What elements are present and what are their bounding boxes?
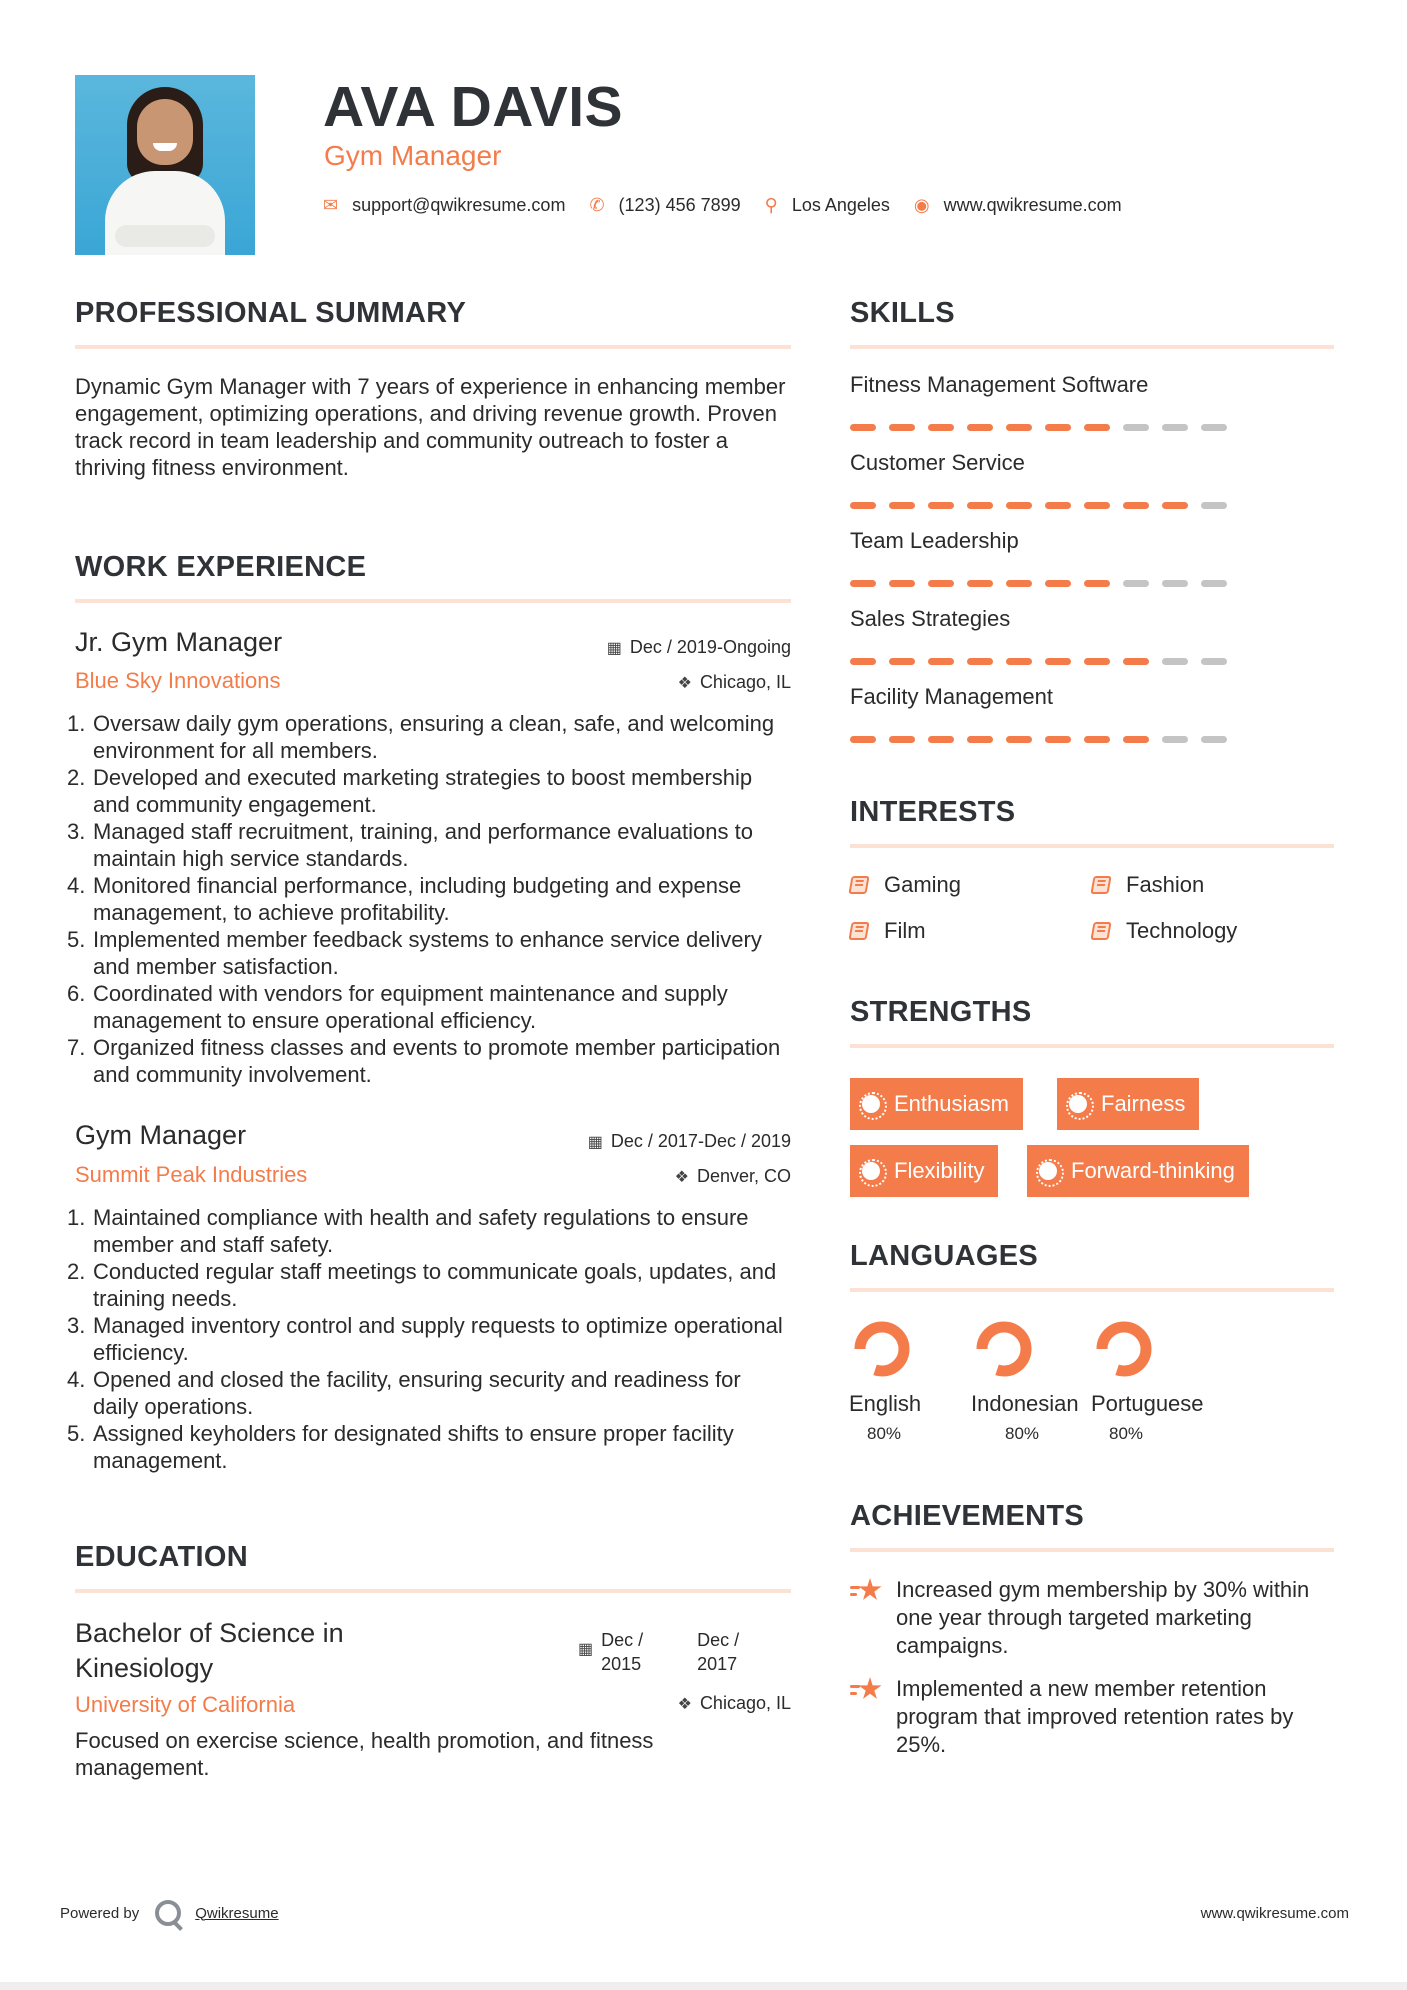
job-location: ❖ Denver, CO [674,1166,791,1186]
skill-segment-filled [1045,424,1071,431]
skill-segment-empty [1201,424,1227,431]
language-percent: 80% [1004,1424,1040,1443]
skill-segment-filled [1123,736,1149,743]
list-item: 4. Opened and closed the facility, ensuring security and readiness for daily operations. [67,1367,741,1419]
profile-photo [75,75,255,255]
skill-segment-empty [1162,658,1188,665]
footer-bar [0,1982,1407,1990]
skill-segment-filled [1084,658,1110,665]
summary-text: Dynamic Gym Manager with 7 years of experience in enhancing member engagement, optimizing operations, and driving revenue growth. Proven track record in team leadership and community outreach to foster a thriving fitness environment. [75,374,786,480]
interests-divider [850,844,1334,848]
list-item: 7. Organized fitness classes and events to promote member participation and community involvement. [67,1035,781,1087]
skill-level-bar [850,658,1227,665]
phone-icon: ✆ [589,195,605,215]
skill-segment-filled [850,424,876,431]
skill-segment-filled [850,580,876,587]
calendar-icon: ▦ [587,1134,603,1151]
pin-icon: ❖ [677,1696,692,1713]
skill-segment-filled [1006,736,1032,743]
achievement-item: Increased gym membership by 30% within one year through targeted marketing campaigns. [850,1576,1330,1660]
brand-link[interactable]: Qwikresume [195,1904,279,1922]
language-name: Indonesian [971,1391,1079,1416]
skill-segment-filled [850,502,876,509]
education-heading: EDUCATION [75,1541,248,1573]
skill-level-bar [850,736,1227,743]
badge-icon [862,1162,880,1180]
skill-segment-filled [1084,580,1110,587]
job-location: ❖ Chicago, IL [677,672,791,692]
experience-heading: WORK EXPERIENCE [75,551,367,583]
candidate-name: AVA DAVIS [323,75,624,139]
powered-by-label: Powered by [60,1904,140,1922]
strength-chip: Fairness [1057,1078,1199,1130]
list-item: 2. Conducted regular staff meetings to communicate goals, updates, and training needs. [67,1259,777,1311]
skill-segment-empty [1162,580,1188,587]
skill-name: Team Leadership [850,528,1019,553]
skill-segment-filled [967,658,993,665]
skill-name: Facility Management [850,684,1053,709]
list-item: 2. Developed and executed marketing strategies to boost membership and community engagement. [67,765,753,817]
job-responsibilities [67,710,791,1088]
badge-icon [1069,1095,1087,1113]
job-title: Jr. Gym Manager [75,627,283,657]
list-item: 3. Managed staff recruitment, training, and performance evaluations to maintain high service standards. [67,819,753,871]
interest-item: Gaming [850,872,961,898]
skill-segment-filled [1045,736,1071,743]
language-gauge-arc [1102,1327,1146,1371]
language-gauge-arc [860,1327,904,1371]
job-responsibilities [67,1204,791,1474]
skill-segment-filled [967,580,993,587]
contact-phone[interactable]: (123) 456 7899 [618,195,741,215]
star-icon [850,1677,880,1703]
job-dates: ▦ Dec / 2019-Ongoing [606,637,791,657]
interest-item: Technology [1092,918,1237,944]
strengths-heading: STRENGTHS [850,996,1032,1028]
book-icon [848,922,869,940]
skill-level-bar [850,424,1227,431]
list-item: 3. Managed inventory control and supply requests to optimize operational efficiency. [67,1313,783,1365]
skill-level-bar [850,580,1227,587]
globe-icon: ◉ [913,195,930,215]
skill-segment-empty [1201,502,1227,509]
contact-email[interactable]: support@qwikresume.com [352,195,566,215]
skill-segment-filled [889,424,915,431]
language-gauge [853,1320,911,1378]
skill-segment-filled [1045,502,1071,509]
skill-segment-filled [889,502,915,509]
list-item: 1. Maintained compliance with health and safety regulations to ensure member and staff safety. [67,1205,749,1257]
skill-segment-filled [928,658,954,665]
skill-segment-filled [1006,424,1032,431]
languages-divider [850,1288,1334,1292]
skill-segment-filled [928,424,954,431]
skill-segment-empty [1162,736,1188,743]
book-icon [1090,876,1111,894]
list-item: 1. Oversaw daily gym operations, ensuring a clean, safe, and welcoming environment for all members. [67,711,775,763]
interests-heading: INTERESTS [850,796,1016,828]
skill-segment-filled [889,658,915,665]
achievements-divider [850,1548,1334,1552]
experience-divider [75,599,791,603]
skill-segment-empty [1162,424,1188,431]
education-divider [75,1589,791,1593]
list-item: 5. Implemented member feedback systems to enhance service delivery and member satisfaction. [67,927,762,979]
language-name: Portuguese [1091,1391,1204,1416]
skill-segment-filled [1006,658,1032,665]
skill-segment-empty [1123,424,1149,431]
strength-chip: Forward-thinking [1027,1145,1249,1197]
skill-segment-filled [1123,658,1149,665]
languages-heading: LANGUAGES [850,1240,1038,1272]
education-start: Dec / 2015 [601,1630,644,1674]
calendar-icon: ▦ [578,1641,594,1658]
skill-segment-filled [889,736,915,743]
list-item: 6. Coordinated with vendors for equipment maintenance and supply management to ensure operational efficiency. [67,981,728,1033]
skill-name: Fitness Management Software [850,372,1149,397]
language-percent: 80% [866,1424,902,1443]
education-dates [578,1628,767,1676]
badge-icon [1039,1162,1057,1180]
qwikresume-logo-icon [155,1900,181,1926]
skill-segment-filled [928,736,954,743]
job-title: Gym Manager [75,1120,247,1150]
skill-segment-filled [1162,502,1188,509]
list-item: 5. Assigned keyholders for designated shifts to ensure proper facility management. [67,1421,734,1473]
skills-heading: SKILLS [850,297,955,329]
contact-website[interactable]: www.qwikresume.com [943,195,1122,215]
pin-icon: ❖ [677,675,692,692]
job-dates: ▦ Dec / 2017-Dec / 2019 [587,1131,791,1151]
skill-segment-empty [1123,580,1149,587]
skill-segment-filled [1084,502,1110,509]
skill-segment-empty [1201,736,1227,743]
interest-item: Fashion [1092,872,1204,898]
skill-segment-filled [1045,580,1071,587]
achievements-heading: ACHIEVEMENTS [850,1500,1085,1532]
badge-icon [862,1095,880,1113]
contact-location: Los Angeles [791,195,890,215]
summary-heading: PROFESSIONAL SUMMARY [75,297,467,329]
education-location: ❖ Chicago, IL [677,1693,791,1713]
skill-segment-filled [1006,502,1032,509]
skill-segment-filled [967,736,993,743]
skill-segment-empty [1201,658,1227,665]
education-end: Dec / 2017 [697,1630,740,1674]
language-name: English [849,1391,922,1416]
school-name: University of California [75,1692,296,1717]
strength-chip: Flexibility [850,1145,998,1197]
contact-bar [323,195,1146,216]
language-percent: 80% [1108,1424,1144,1443]
calendar-icon: ▦ [606,640,622,657]
skill-segment-filled [928,502,954,509]
skill-segment-filled [850,736,876,743]
job-company: Blue Sky Innovations [75,668,281,693]
language-gauge [975,1320,1033,1378]
skill-segment-filled [967,502,993,509]
skill-segment-filled [1045,658,1071,665]
book-icon [1090,922,1111,940]
skill-name: Customer Service [850,450,1025,475]
job-company: Summit Peak Industries [75,1162,308,1187]
strength-chip: Enthusiasm [850,1078,1023,1130]
achievement-item: Implemented a new member retention program that improved retention rates by 25%. [850,1675,1330,1759]
skill-segment-filled [1084,736,1110,743]
interest-item: Film [850,918,926,944]
skill-segment-filled [967,424,993,431]
powered-by [60,1900,279,1926]
candidate-role: Gym Manager [324,140,502,171]
summary-divider [75,345,791,349]
degree-title: Bachelor of Science in Kinesiology [75,1618,344,1683]
education-description: Focused on exercise science, health promotion, and fitness management. [75,1728,654,1780]
skill-segment-filled [1123,502,1149,509]
star-icon [850,1578,880,1604]
list-item: 4. Monitored financial performance, including budgeting and expense management, to achieve profitability. [67,873,742,925]
book-icon [848,876,869,894]
language-gauge-arc [982,1327,1026,1371]
skill-segment-empty [1201,580,1227,587]
footer-website[interactable]: www.qwikresume.com [1200,1905,1349,1922]
envelope-icon: ✉ [323,195,339,215]
skill-segment-filled [928,580,954,587]
skill-name: Sales Strategies [850,606,1011,631]
strengths-divider [850,1044,1334,1048]
skill-level-bar [850,502,1227,509]
skills-divider [850,345,1334,349]
skill-segment-filled [1084,424,1110,431]
skill-segment-filled [889,580,915,587]
map-pin-icon: ⚲ [764,195,778,215]
skill-segment-filled [1006,580,1032,587]
language-gauge [1095,1320,1153,1378]
skill-segment-filled [850,658,876,665]
pin-icon: ❖ [674,1169,689,1186]
